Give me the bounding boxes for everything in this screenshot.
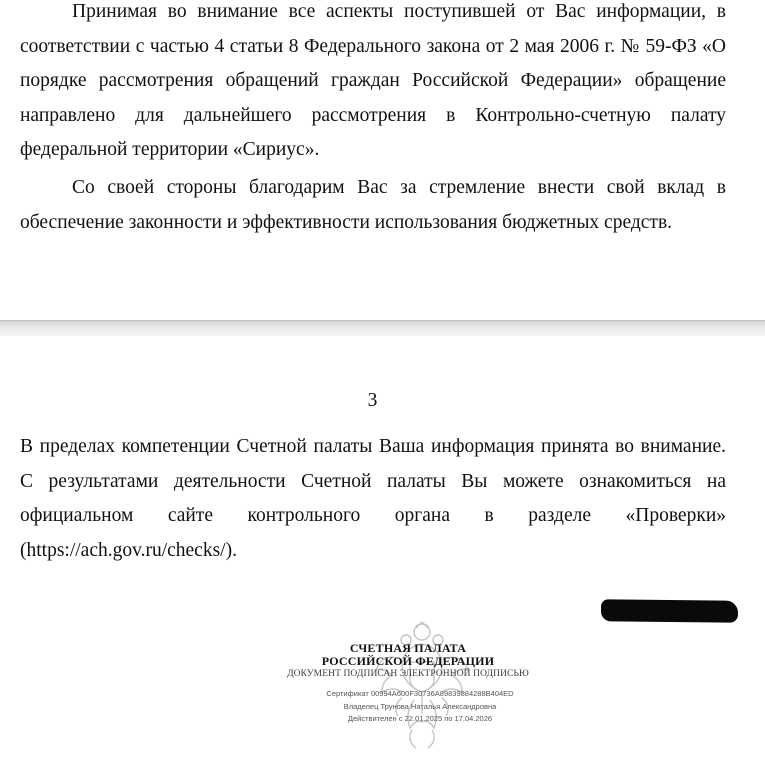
paragraph-referral: Принимая во внимание все аспекты поступившей от Вас информации, в соответствии с частью 4 статьи 8 Федерального закона от 2 мая 2006 г. № 59-ФЗ «О порядке рассмотрения обращений граждан Российской Федерации» обращение направлено для дальнейшего рассмотрения в Контрольно-счетную палату федеральной территории «Сириус». <box>20 1 726 160</box>
stamp-caption: ДОКУМЕНТ ПОДПИСАН ЭЛЕКТРОННОЙ ПОДПИСЬЮ <box>287 669 529 679</box>
stamp-certificate: Сертификат 00994A600F30736A89839884288B404ED <box>326 689 514 698</box>
redacted-signature-block <box>601 599 738 622</box>
stamp-validity: Действителен с 22.01.2025 по 17.04.2026 <box>347 714 493 723</box>
page-break <box>0 320 765 336</box>
page-number: 3 <box>367 390 378 411</box>
stamp-owner: Владелец Трунова Наталья Александровна <box>343 702 497 711</box>
paragraph-gratitude: Со своей стороны благодарим Вас за стремление внести свой вклад в обеспечение законности и эффективности использования бюджетных средств. <box>20 177 726 233</box>
stamp-organization-line-2: РОССИЙСКОЙ ФЕДЕРАЦИИ <box>321 654 495 668</box>
stamp-organization-line-1: СЧЕТНАЯ ПАЛАТА <box>349 641 467 655</box>
paragraph-competence: В пределах компетенции Счетной палаты Ваша информация принята во внимание. С результатами деятельности Счетной палаты Вы можете ознакомиться на официальном сайте контрольного органа в разделе «Проверки» (https://ach.gov.ru/checks/). <box>20 436 726 561</box>
document-page-upper <box>0 0 765 320</box>
